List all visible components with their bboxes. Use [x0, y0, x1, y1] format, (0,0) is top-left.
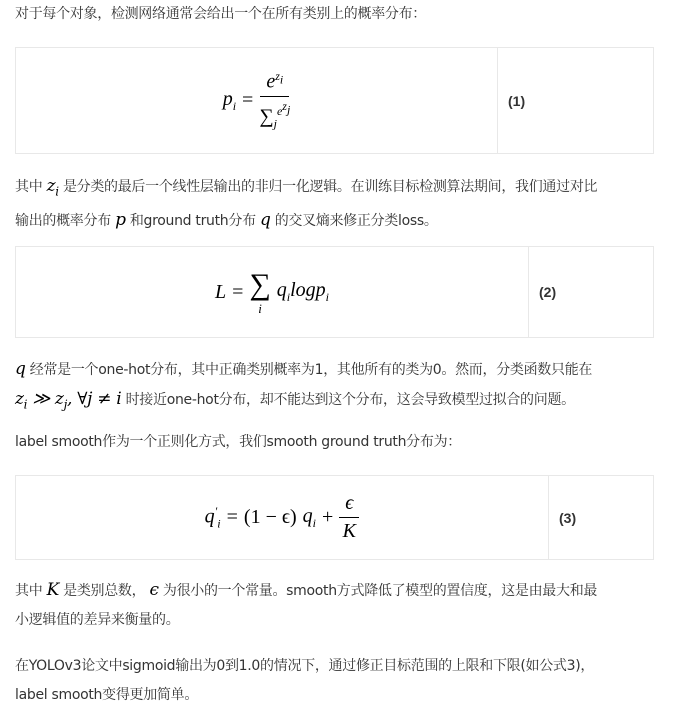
- intro-paragraph: [15, 0, 660, 29]
- equation-2-formula: L = ∑ i $q_i\log p_i$: [16, 247, 529, 338]
- equation-2-number: (2): [529, 247, 654, 338]
- label-smooth-paragraph: label smooth作为一个正则化方式，我们smooth ground truth分布为：: [15, 434, 461, 450]
- equation-table-2: [15, 246, 654, 338]
- equation-3-number: (3): [549, 476, 654, 560]
- equation-1-formula: $p_i$ = $\frac{e^{z_i}}{\sum_j^{e^{z_j}}}$: [16, 48, 498, 154]
- equation-table-3: [15, 475, 654, 560]
- equation-1-number: (1): [498, 48, 654, 154]
- equation-3-formula: $q'_i$ = (1 − ϵ) $q_i$ + $\frac{\epsilon}{K}$: [16, 476, 549, 560]
- logits-paragraph: 其中 $z_i$ 是分类的最后一个线性层输出的非归一化逻辑。在训练目标检测算法期间，我们通过对比 输出的概率分布 p 和ground truth分布 q 的交叉熵来修正分类loss。: [15, 176, 598, 231]
- constants-paragraph: 其中 K 是类别总数， ϵ 为很小的一个常量。smooth方式降低了模型的置信度，这是由最大和最 小逻辑值的差异来衡量的。: [15, 580, 598, 628]
- one-hot-paragraph: q 经常是一个one-hot分布，其中正确类别概率为1，其他所有的类为0。然而，分类函数只能在 $z_i$ ≫ $z_j$, ∀j ≠ i 时接近one-hot分布，却不能达到这个分布，这会导致模型过拟合的问题。: [15, 359, 593, 412]
- intro-text: 对于每个对象，检测网络通常会给出一个在所有类别上的概率分布：: [15, 6, 426, 22]
- yolov3-paragraph: 在YOLOv3论文中sigmoid输出为0到1.0的情况下，通过修正目标范围的上限和下限(如公式3)， label smooth变得更加简单。: [15, 658, 595, 703]
- equation-table-1: [15, 47, 654, 154]
